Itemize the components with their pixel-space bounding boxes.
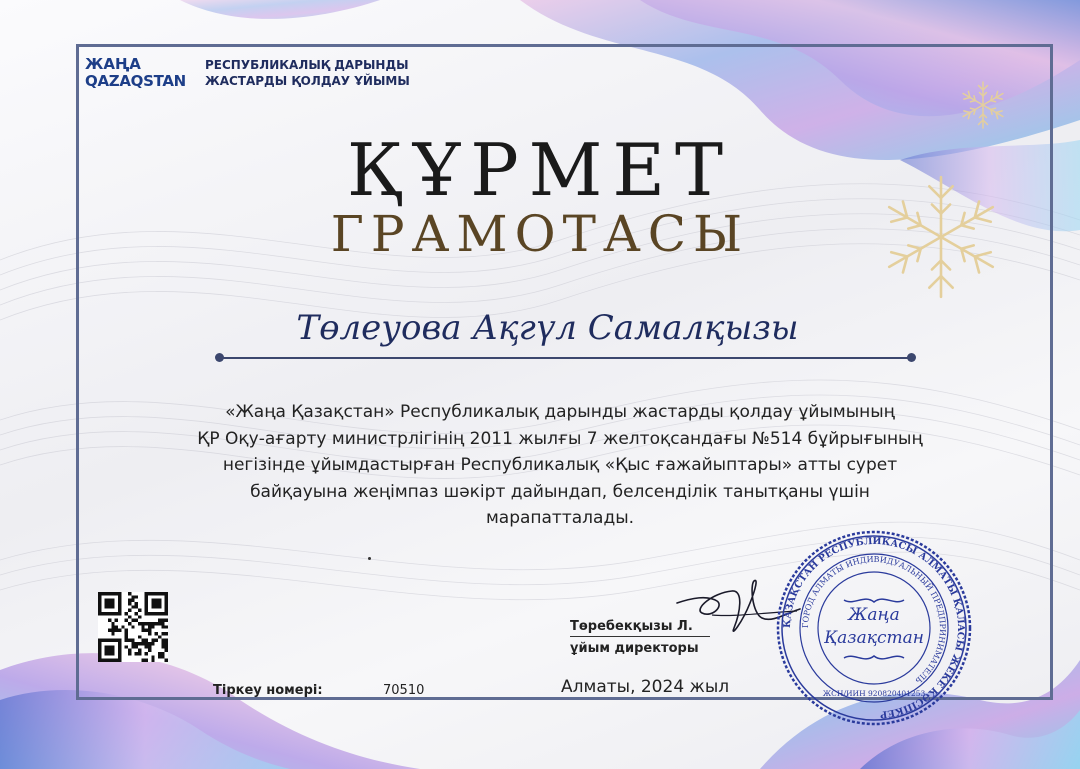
award-text-line-3: негізінде ұйымдастырған Республикалық «Қыс ғажайыптары» атты сурет [222,455,898,475]
qr-code-icon[interactable] [98,592,168,662]
underline-dot-left [215,353,224,362]
award-text-line-5: марапатталады. [485,508,635,528]
award-text-line-1: «Жаңа Қазақстан» Республикалық дарынды жастарды қолдау ұйымының [225,402,895,422]
snowflake-icon [958,80,1008,130]
place-and-date: Алматы, 2024 жыл [561,677,730,697]
stamp-inner-ring-text: ГОРОД АЛМАТЫ ИНДИВИДУАЛЬНЫЙ ПРЕДПРИНИМАТЕЛЬ [800,554,948,686]
organization-line-1: РЕСПУБЛИКАЛЫҚ ДАРЫНДЫ [205,58,409,72]
zhana-qazaqstan-logo [85,55,191,91]
stamp-center-line-2: Қазақстан [824,628,924,648]
organization-name [205,57,410,89]
certificate-subtitle: ГРАМОТАСЫ [330,205,750,263]
name-underline [220,357,912,359]
certificate-title: ҚҰРМЕТ [346,128,733,212]
registration-label: Тіркеу номері: [213,683,323,698]
registration-number: 70510 [383,683,425,698]
organization-line-2: ЖАСТАРДЫ ҚОЛДАУ ҰЙЫМЫ [205,74,410,88]
director-name: Төребекқызы Л. [570,619,693,634]
underline-dot-right [907,353,916,362]
stamp-center-line-1: Жаңа [848,605,900,625]
stamp-ring-text: ҚАЗАҚСТАН РЕСПУБЛИКАСЫ АЛМАТЫ ҚАЛАСЫ ЖЕКЕ КӘСІПКЕР [781,535,967,720]
stamp-id-text: ЖСН/ИИН 920820401253 [822,689,926,698]
recipient-name: Төлеуова Ақгүл Самалқызы [296,308,799,348]
stray-dot [368,557,371,560]
award-text [140,399,980,532]
director-title: ұйым директоры [570,641,699,656]
award-text-line-2: ҚР Оқу-ағарту министрлігінің 2011 жылғы 7 желтоқсандағы №514 бұйрығының [197,428,923,449]
logo-bottom-text: QAZAQSTAN [85,72,186,90]
official-stamp [774,528,974,728]
award-text-line-4: байқауына жеңімпаз шәкірт дайындап, белсенділік танытқаны үшін [250,481,870,502]
logo-top-text: ЖАҢА [85,55,141,73]
